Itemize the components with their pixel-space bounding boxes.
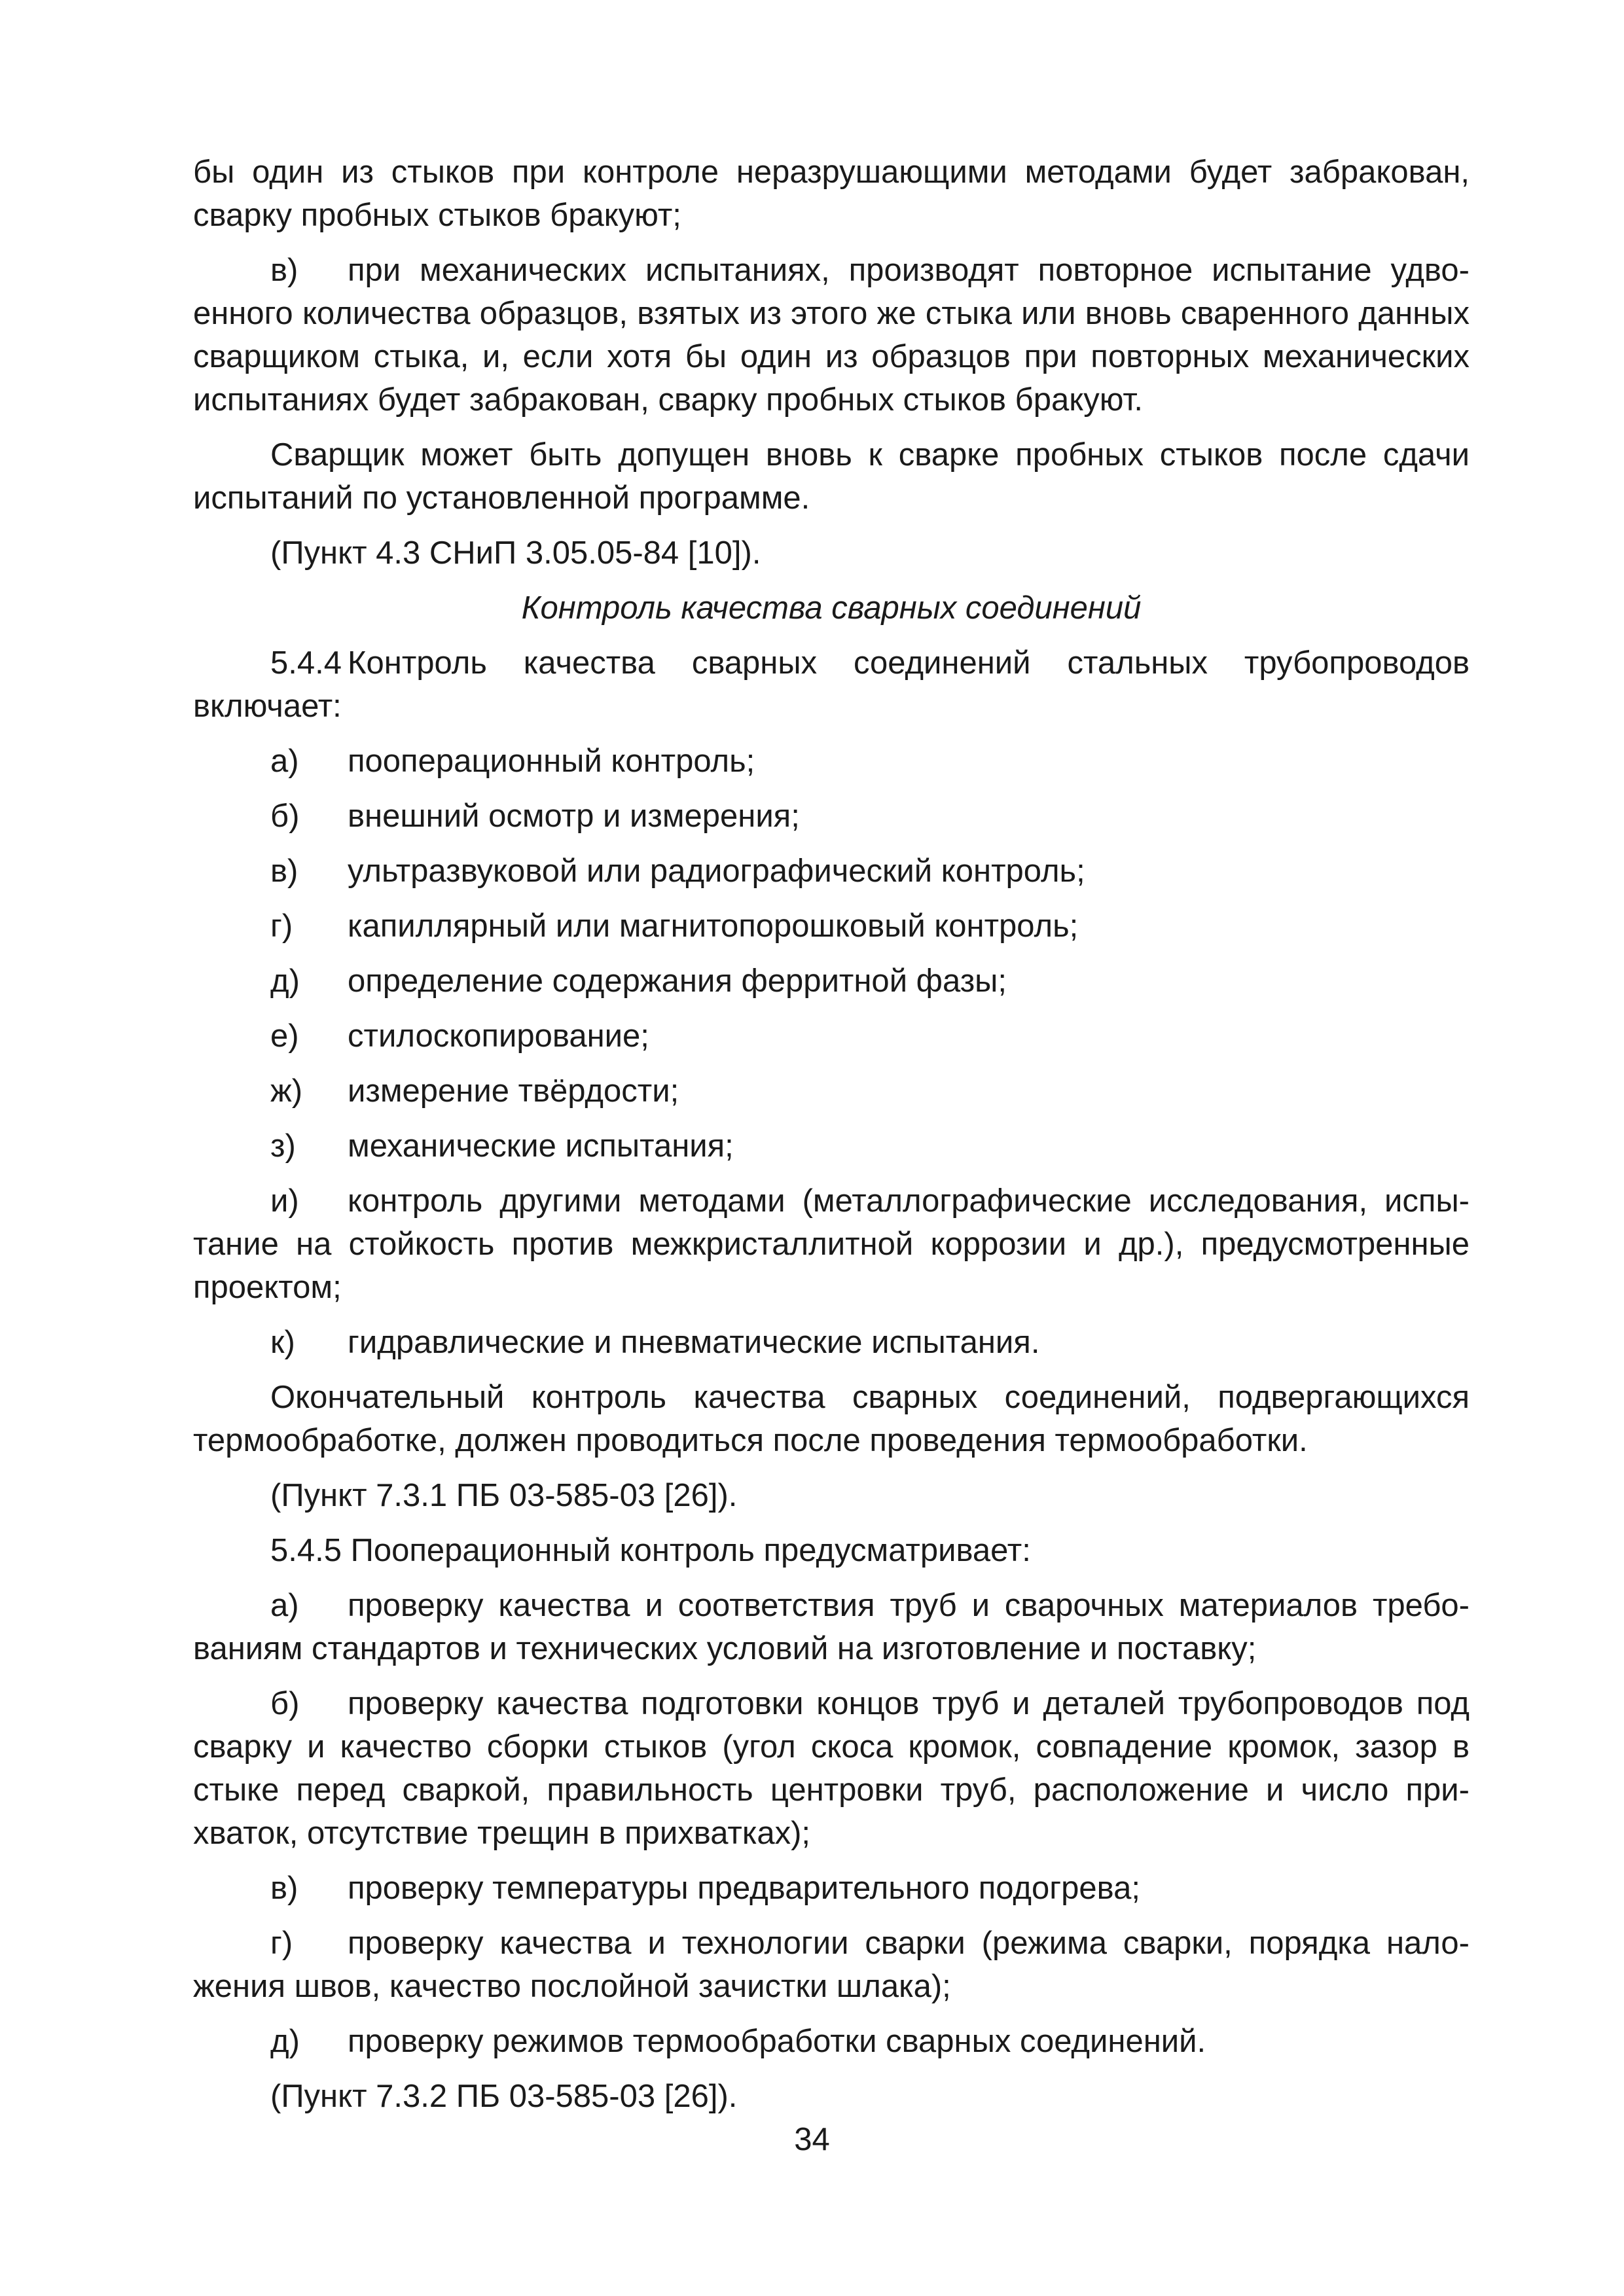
list-item-text: капиллярный или магнитопорошковый контроль; <box>348 908 1079 944</box>
list-item <box>193 905 1470 948</box>
list-item-text: при механических испытаниях, производят повторное испытание удвоенного количества образцов, взятых из этого же стыка или вновь сваренного данных сварщиком стыка, и, если хотя бы один из образцов при повторных механических испытаниях будет забракован, сварку пробных стыков бракуют. <box>193 253 1470 418</box>
reference-pb-7-3-2: (Пункт 7.3.2 ПБ 03-585-03 [26]). <box>270 2079 738 2114</box>
page-number: 34 <box>794 2122 830 2157</box>
list-item-label: е) <box>270 1018 299 1054</box>
clause-text: Контроль качества сварных соединений стальных трубопроводов включает: <box>193 645 1470 724</box>
list-item-label: и) <box>270 1183 299 1219</box>
section-heading: Контроль качества сварных соединений <box>521 590 1142 626</box>
operational-control-list <box>193 1584 1470 2063</box>
list-item-text: гидравлические и пневматические испытания. <box>348 1325 1040 1360</box>
list-item-text: проверку качества подготовки концов труб и деталей трубопроводов под сварку и качество сборки стыков (угол скоса кромок, совпадение кромок, зазор в стыке перед сваркой, правильность центровки труб, расположение и число прихваток, отсутствие трещин в прихватках); <box>193 1686 1470 1851</box>
list-item <box>193 1584 1470 1670</box>
list-item <box>193 1922 1470 2008</box>
list-item-text: проверку качества и технологии сварки (режима сварки, порядка наложения швов, качество послойной зачистки шлака); <box>193 1926 1470 2004</box>
list-item-text: пооперационный контроль; <box>348 744 755 779</box>
list-item-label: к) <box>270 1325 295 1360</box>
list-item <box>193 1867 1470 1910</box>
list-item-text: определение содержания ферритной фазы; <box>348 963 1007 999</box>
paragraph-final-control: Окончательный контроль качества сварных соединений, подвергающихся термообработке, должен проводиться после проведения термообработки. <box>193 1380 1470 1458</box>
reference-snip: (Пункт 4.3 СНиП 3.05.05-84 [10]). <box>270 535 761 571</box>
list-item <box>193 1014 1470 1058</box>
list-item-label: в) <box>270 853 298 889</box>
list-item-text: стилоскопирование; <box>348 1018 649 1054</box>
list-item <box>193 850 1470 893</box>
list-item-label: з) <box>270 1128 296 1164</box>
list-item-text: проверку режимов термообработки сварных соединений. <box>348 2024 1206 2059</box>
reference-pb-7-3-1: (Пункт 7.3.1 ПБ 03-585-03 [26]). <box>270 1478 738 1513</box>
list-item <box>193 960 1470 1003</box>
list-item-text: ультразвуковой или радиографический контроль; <box>348 853 1085 889</box>
list-item <box>193 740 1470 783</box>
list-item-text: механические испытания; <box>348 1128 734 1164</box>
clause-number: 5.4.4 <box>270 645 342 681</box>
clause-5-4-5: 5.4.5 Пооперационный контроль предусматривает: <box>270 1533 1031 1568</box>
list-item-label: г) <box>270 1926 293 1961</box>
list-item-label: а) <box>270 744 299 779</box>
list-item-label: д) <box>270 963 300 999</box>
list-item-label: ж) <box>270 1073 303 1109</box>
paragraph-continuation: бы один из стыков при контроле неразрушающими методами будет забракован, сварку пробных стыков бракуют; <box>193 154 1470 233</box>
control-methods-list <box>193 740 1470 1364</box>
list-item <box>193 1321 1470 1364</box>
list-item-label: в) <box>270 253 298 288</box>
list-item-label: д) <box>270 2024 300 2059</box>
list-item-text: контроль другими методами (металлографические исследования, испытание на стойкость против межкристаллитной коррозии и др.), предусмотренные проектом; <box>193 1183 1470 1305</box>
list-item-text: внешний осмотр и измерения; <box>348 798 800 834</box>
paragraph-welder-readmission: Сварщик может быть допущен вновь к сварке пробных стыков после сдачи испытаний по установленной программе. <box>193 437 1470 516</box>
list-item <box>193 2020 1470 2063</box>
list-item-text: измерение твёрдости; <box>348 1073 679 1109</box>
list-item-label: б) <box>270 798 300 834</box>
list-item <box>193 1124 1470 1168</box>
list-item-label: г) <box>270 908 293 944</box>
list-item-text: проверку качества и соответствия труб и сварочных материалов требованиям стандартов и технических условий на изготовление и поставку; <box>193 1588 1470 1666</box>
list-item-label: а) <box>270 1588 299 1623</box>
list-item <box>193 1069 1470 1113</box>
list-item-text: проверку температуры предварительного подогрева; <box>348 1871 1140 1906</box>
document-body <box>193 151 1470 2130</box>
list-item-v-mechanical <box>193 249 1470 422</box>
list-item <box>193 1682 1470 1855</box>
clause-5-4-4 <box>193 641 1470 728</box>
list-item <box>193 1179 1470 1309</box>
list-item-label: в) <box>270 1871 298 1906</box>
list-item-label: б) <box>270 1686 300 1721</box>
list-item <box>193 795 1470 838</box>
